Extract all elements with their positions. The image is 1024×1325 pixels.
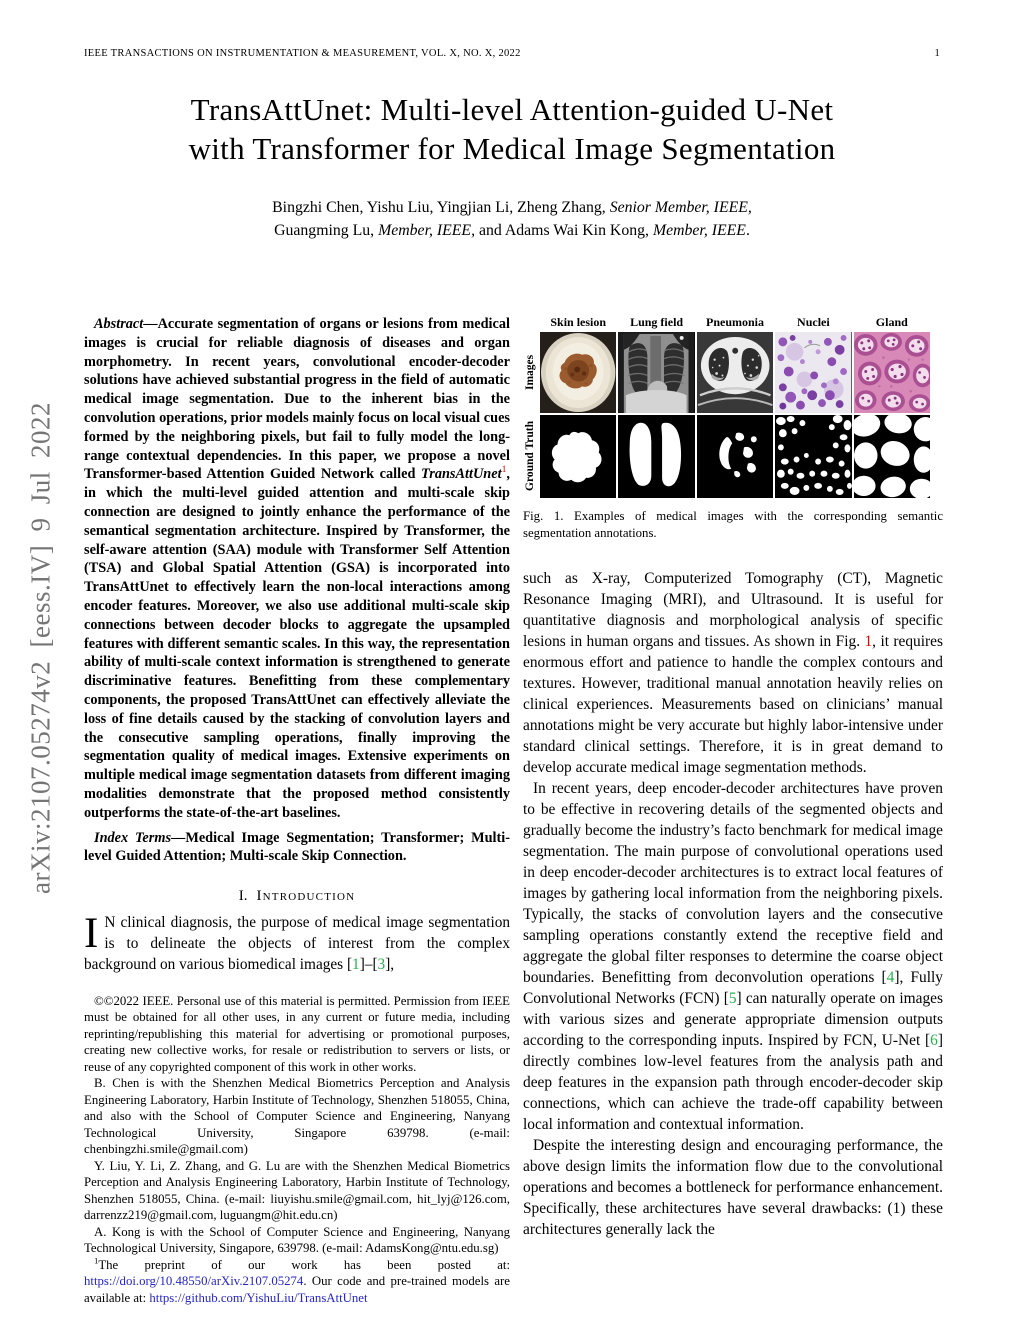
right-paragraph-3: Despite the interesting design and encouraging performance, the above design limits the information flow due to the convolutional operations and becomes a bottleneck for performance enhancement. Specifically, these architectures have several drawbacks: (1) these architectures generally lack the — [523, 1137, 943, 1238]
abstract-paragraph: Abstract—Accurate segmentation of organs or lesions from medical images is crucial for reliable diagnosis of diseases and organ morphometry. In recent years, convolutional encoder-decoder solutions have achieved substantial progress in the field of automatic medical image segmentation. Due to the inherent bias in the convolution operations, prior models mainly focus on local visual cues formed by the neighboring pixels, but fail to fully model the long-range contextual dependencies. In this paper, we propose a novel Transformer-based Attention Guided Network called TransAttUnet$^1$, in which the multi-level guided attention and multi-scale skip connection are designed to jointly enhance the performance of the semantical segmentation architecture. Inspired by Transformer, the self-aware attention (SAA) module with Transformer Self Attention (TSA) and Global Spatial Attention (GSA) is incorporated into TransAttUnet to effectively learn the non-local interactions among encoder features. Moreover, we also use additional multi-scale skip connections between decoder blocks to aggregate the upsampled features with different semantic scales. In this way, the representation ability of multi-scale context information is strengthened to generate discriminative features. Benefitting from these complementary components, the proposed TransAttUnet can effectively alleviate the loss of fine details caused by the stacking of convolution layers and the consecutive sampling operations, finally improving the segmentation quality of medical images. Extensive experiments on multiple medical image segmentation datasets from different imaging modalities demonstrate that the proposed method consistently outperforms the state-of-the-art baselines. — [84, 316, 510, 821]
affiliation-footnote-kong: A. Kong is with the School of Computer Science and Engineering, Nanyang Technological University, Singapore, 639798. (e-mail: AdamsKong@ntu.edu.sg) — [84, 1224, 510, 1255]
figure-1-caption: Fig. 1. Examples of medical images with the corresponding semantic segmentation annotations. — [523, 509, 943, 540]
intro-text: N clinical diagnosis, the purpose of medical image segmentation is to delineate the objects of interest from the complex background on various biomedical images [1]–[3], — [84, 914, 510, 973]
copyright-footnote: ©©2022 IEEE. Personal use of this material is permitted. Permission from IEEE must be obtained for all other uses, in any current or future media, including reprinting/republishing this material for advertising or promotional purposes, creating new collective works, for resale or redistribution to servers or lists, or reuse of any copyrighted component of this work in other works. — [84, 993, 510, 1074]
affiliation-footnote-chen: B. Chen is with the Shenzhen Medical Biometrics Perception and Analysis Engineering Laboratory, Harbin Institute of Technology, Shenzhen 518055, China, and also with the School of Computer Science and Engineering, Nanyang Technological University, Singapore 639798. (e-mail: chenbingzhi.smile@gmail.com) — [84, 1076, 510, 1156]
author-line-2: Guangming Lu, Member, IEEE, and Adams Wai Kin Kong, Member, IEEE. — [274, 222, 750, 239]
section-heading-introduction — [84, 888, 510, 905]
skin-lesion-mask — [540, 415, 616, 498]
figure-col-label-gland: Gland — [875, 315, 908, 329]
right-column — [523, 315, 943, 1306]
drop-cap: I — [84, 910, 99, 958]
preprint-footnote[interactable]: $^1$The preprint of our work has been posted at: https://doi.org/10.48550/arXiv.2107.05274. Our code and pre-trained models are available at: https://github.com/YishuLiu/TransAttUnet — [84, 1255, 510, 1305]
section-number: I. — [238, 888, 248, 905]
section-title: Introduction — [256, 888, 356, 905]
author-line-1: Bingzhi Chen, Yishu Liu, Yingjian Li, Zheng Zhang, Senior Member, IEEE, — [272, 199, 752, 216]
paper-title-line1: TransAttUnet: Multi-level Attention-guided U-Net — [190, 92, 834, 127]
arxiv-watermark: arXiv:2107.05274v2 [eess.IV] 9 Jul 2022 — [25, 402, 56, 894]
figure-col-label-pneumonia: Pneumonia — [705, 315, 764, 329]
right-paragraph-1: such as X-ray, Computerized Tomography (CT), Magnetic Resonance Imaging (MRI), and Ultrasound. It is useful for quantitative diagnosis and morphological analysis of specific lesions in human organs and tissues. As shown in Fig. 1, it requires enormous effort and patience to handle the complex contours and textures. However, traditional manual annotation heavily relies on clinical experiences. Measurements based on clinicians’ manual annotations might be very accurate but highly labor-intensive under standard clinical settings. Therefore, it is in great demand to develop accurate medical image segmentation methods. — [523, 570, 943, 776]
lung-field-mask — [618, 415, 694, 498]
figure-row-label-ground-truth: Ground Truth — [524, 421, 536, 492]
figure-col-label-skin-lesion: Skin lesion — [550, 315, 607, 329]
figure-col-label-nuclei: Nuclei — [797, 315, 830, 329]
skin-lesion-image — [540, 332, 616, 413]
two-column-body — [84, 315, 943, 1306]
right-paragraph-2: In recent years, deep encoder-decoder architectures have proven to be effective in recovering details of the segmented objects and gradually become the industry’s facto benchmark for medical image segmentation. The main purpose of convolutional operations used in deep encoder-decoder architectures is to extract local features of images by gathering local information from the neighboring pixels. Typically, the stacks of convolution layers and the consecutive sampling operations constantly extend the receptive field and aggregate the global filter responses to determine the coarse object boundaries. Benefitting from deconvolution operations [4], Fully Convolutional Networks (FCN) [5] can naturally operate on images with various sizes and generate appropriate dimension outputs according to the corresponding inputs. Inspired by FCN, U-Net [6] directly combines low-level features from the analysis path and deep features in the expansion path through encoder-decoder skip connections, which can achieve the trade-off capability between local information and contextual information. — [523, 780, 943, 1133]
lung-field-image — [618, 332, 694, 413]
affiliation-footnote-liu: Y. Liu, Y. Li, Z. Zhang, and G. Lu are with the Shenzhen Medical Biometrics Perception and Analysis Engineering Laboratory, Harbin Institute of Technology, Shenzhen 518055, China. (e-mail: liuyishu.smile@gmail.com, hit_lyj@126.com, darrenzz219@gmail.com, luguangm@hit.edu.cn) — [84, 1158, 510, 1222]
running-header — [84, 48, 940, 59]
journal-title: IEEE TRANSACTIONS ON INSTRUMENTATION & MEASUREMENT, VOL. X, NO. X, 2022 — [84, 48, 521, 59]
pneumonia-mask — [697, 415, 773, 498]
figure-row-label-images: Images — [524, 354, 536, 391]
nuclei-mask — [775, 415, 851, 498]
paper-title — [0, 90, 1024, 168]
footnote-block — [84, 993, 510, 1307]
nuclei-microscopy-image — [775, 332, 851, 413]
index-terms: Index Terms—Medical Image Segmentation; Transformer; Multi-level Guided Attention; Multi-scale Skip Connection. — [84, 829, 510, 865]
author-list — [0, 196, 1024, 242]
gland-histology-image — [854, 332, 930, 413]
gland-mask — [854, 415, 930, 498]
figure-1-grid — [523, 315, 930, 498]
pneumonia-ct-image — [697, 332, 773, 413]
left-column — [84, 315, 510, 1306]
page-number: 1 — [934, 48, 940, 59]
figure-grid-corner — [523, 315, 538, 330]
figure-col-label-lung-field: Lung field — [630, 315, 684, 329]
paper-title-line2: with Transformer for Medical Image Segmentation — [188, 131, 836, 166]
intro-paragraph — [84, 910, 510, 975]
figure-1 — [523, 315, 943, 542]
